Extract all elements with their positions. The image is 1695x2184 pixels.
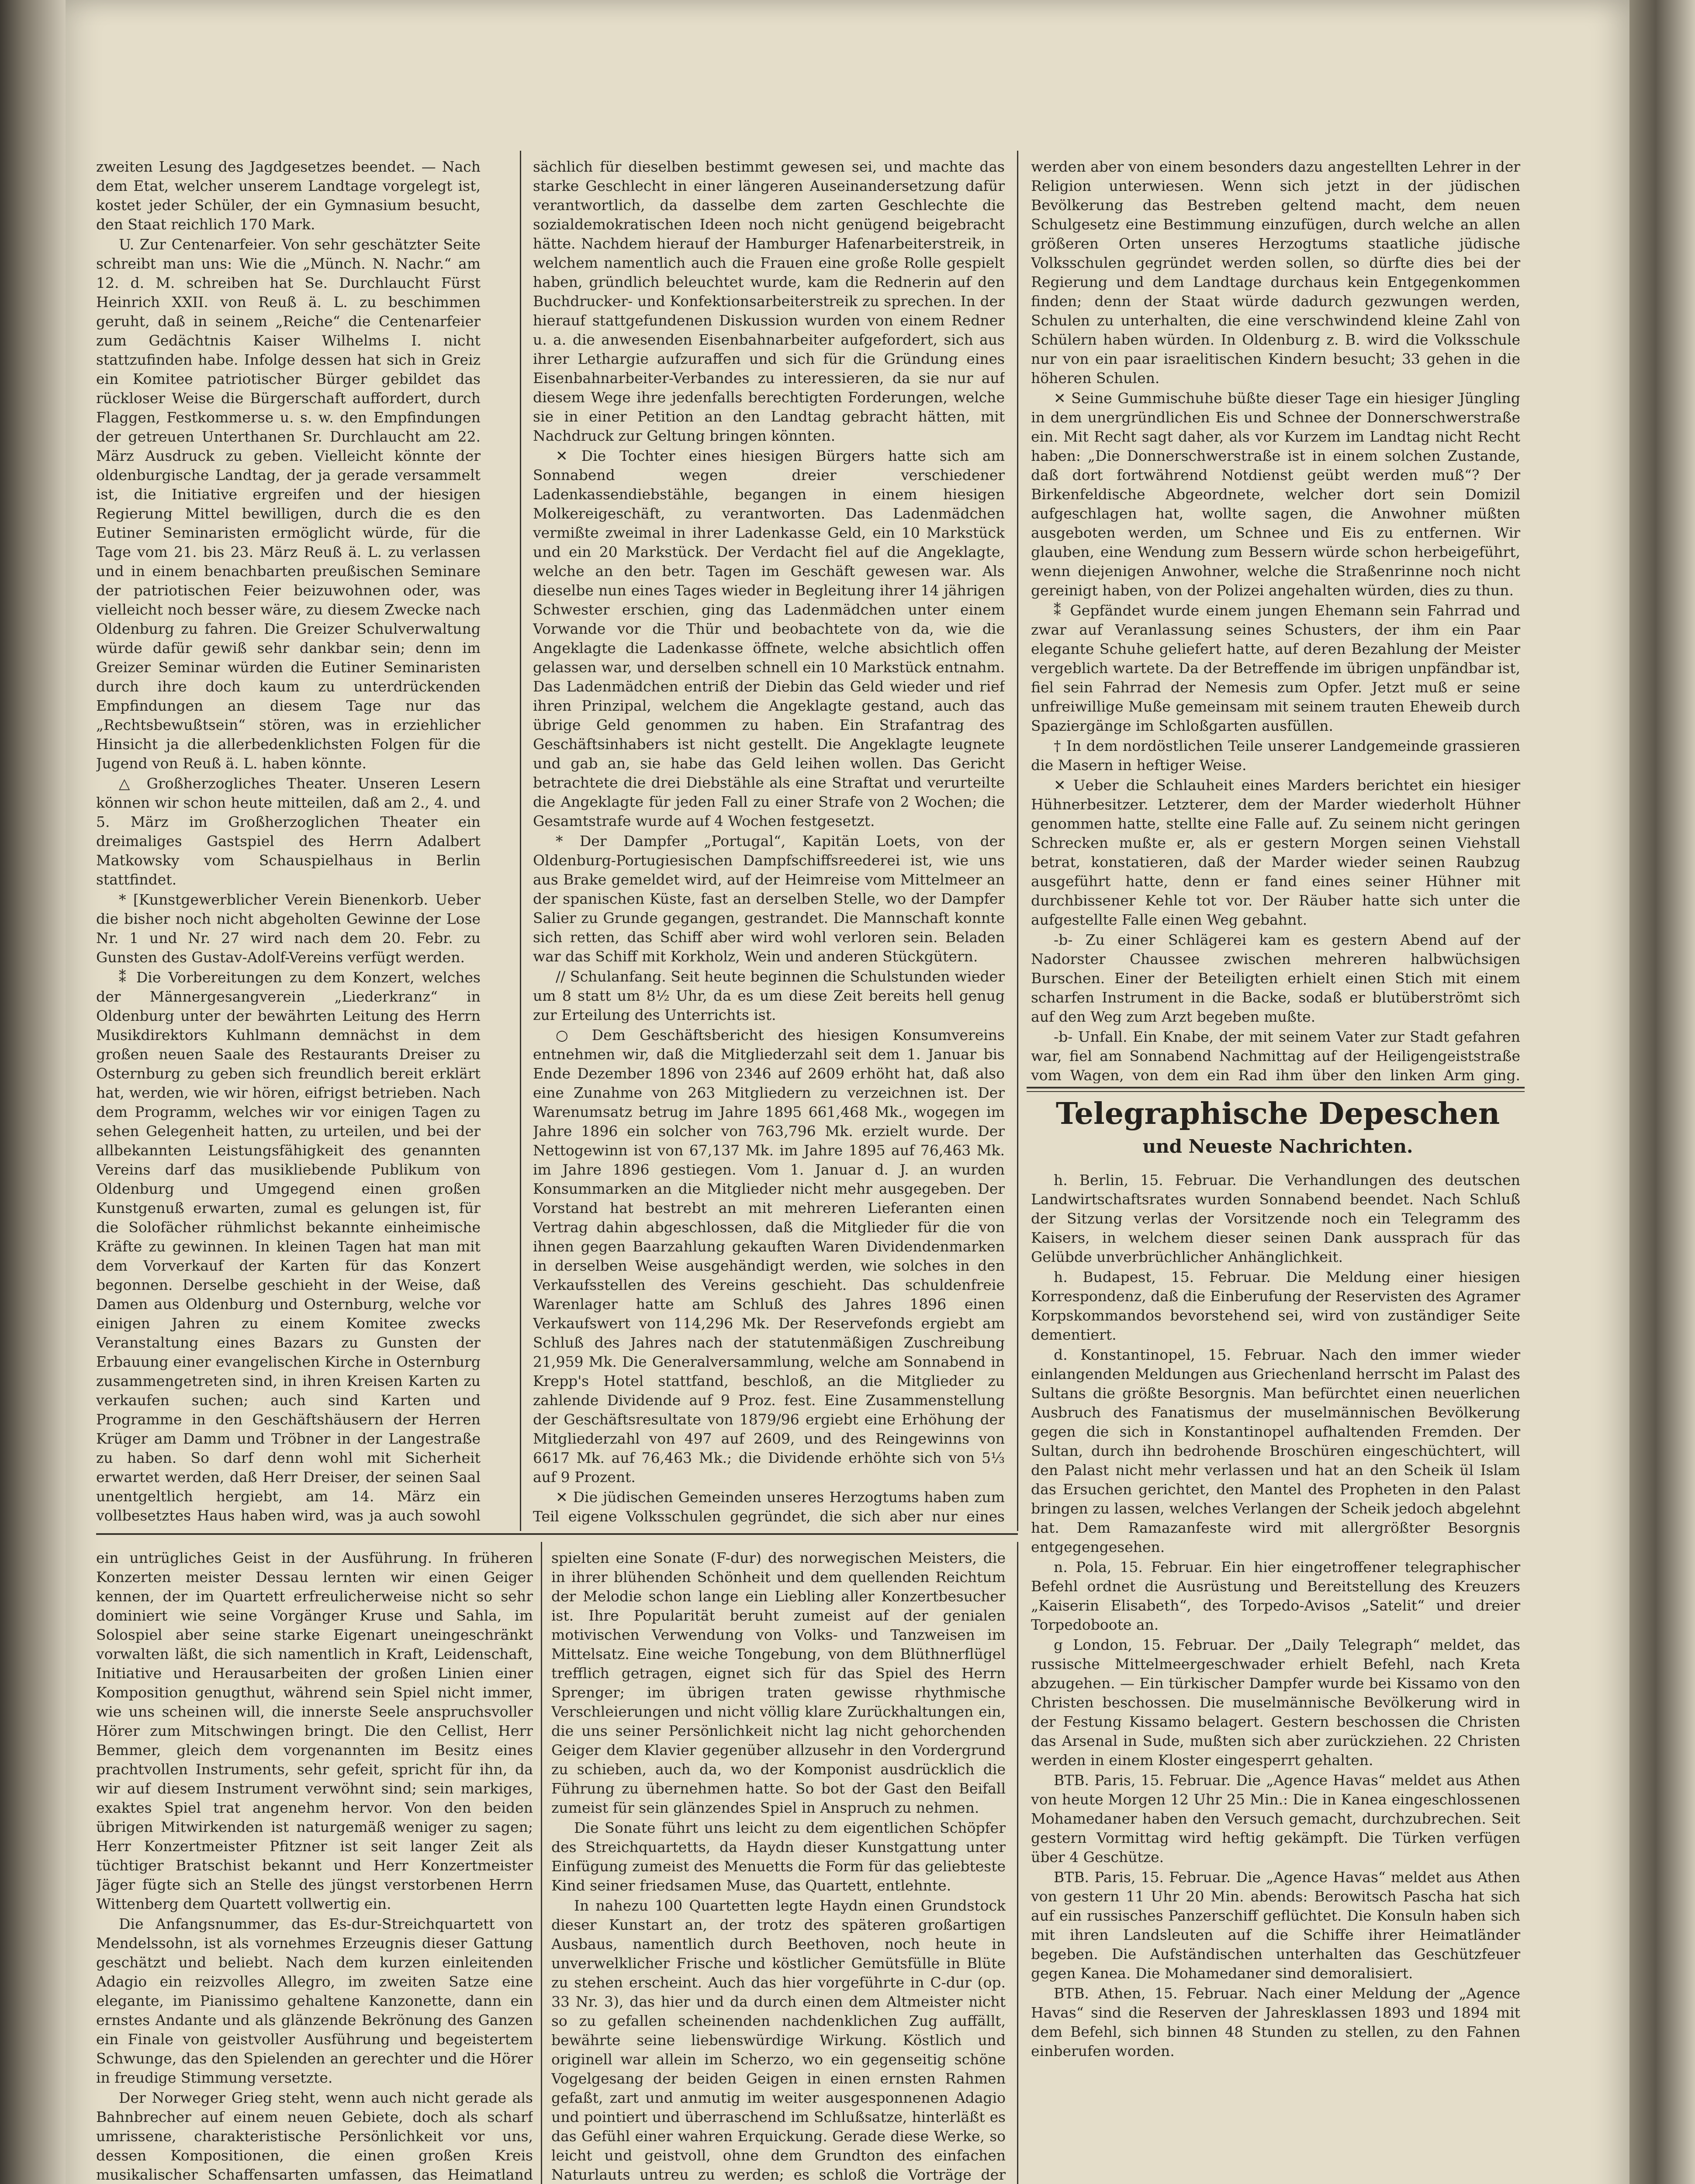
article-paragraph: ✕ Die jüdischen Gemeinden unseres Herzogtums haben zum Teil eigene Volksschulen gegründet, die sich aber nur eines: [533, 1489, 1005, 1524]
article-paragraph: BTB. Paris, 15. Februar. Die „Agence Havas“ meldet aus Athen von gestern 11 Uhr 20 Min. abends: Berowitsch Pascha hat sich auf ein russisches Panzerschiff geflüchtet. Die Konsuln haben sich mit ihren Landsleuten auf die Schiffe ihrer Heimatländer begeben. Die Aufständischen unterhalten das Geschützfeuer gegen Kanea. Die Mohamedaner sind demoralisiert.: [1031, 1869, 1520, 1982]
article-paragraph: d. Konstantinopel, 15. Februar. Nach den immer wieder einlangenden Meldungen aus Griechenland herrscht im Palast des Sultans die größte Besorgnis. Man befürchtet einen neuerlichen Ausbruch des Fanatismus der muselmännischen Bevölkerung gegen die sich in Konstantinopel aufhaltenden Fremden. Der Sultan, durch ihn bedrohende Broschüren eingeschüchtert, will den Palast nicht mehr verlassen und hat an den Scheik ül Islam das Ersuchen gerichtet, den Mantel des Propheten in den Palast bringen zu lassen, welches Verlangen der Scheik jedoch abgelehnt hat. Dem Ramazanfeste wird mit allergrößter Besorgnis entgegengesehen.: [1031, 1346, 1520, 1555]
column-rule: [1017, 151, 1018, 1531]
telegraph-subtitle: und Neueste Nachrichten.: [1142, 1136, 1413, 1157]
article-paragraph: sächlich für dieselben bestimmt gewesen sei, und machte das starke Geschlecht in einer längeren Auseinandersetzung dafür verantwortlich, da dasselbe dem zarten Geschlechte die sozialdemokratischen Ideen noch nicht genügend beigebracht hätte. Nachdem hierauf der Hamburger Hafenarbeiterstreik, in welchem namentlich auch die Frauen eine große Rolle gespielt haben, gründlich beleuchtet wurde, kam die Rednerin auf den Buchdrucker- und Konfektionsarbeiterstreik zu sprechen. In der hierauf stattgefundenen Diskussion wurden von einem Redner u. a. die anwesenden Eisenbahnarbeiter aufgefordert, sich aus ihrer Lethargie aufzuraffen und sich für die Gründung eines Eisenbahnarbeiter-Verbandes zu interessieren, da sie nur auf diesem Wege ihre jedenfalls berechtigten Forderungen, welche sie in einer Petition an den Landtag gebracht hätten, mit Nachdruck zur Geltung bringen könnten.: [533, 158, 1005, 444]
article-paragraph: // Schulanfang. Seit heute beginnen die Schulstunden wieder um 8 statt um 8½ Uhr, da es um diese Zeit bereits hell genug zur Erteilung des Unterrichts ist.: [533, 968, 1005, 1023]
article-paragraph: * [Kunstgewerblicher Verein Bienenkorb. Ueber die bisher noch nicht abgeholten Gewinne der Lose Nr. 1 und Nr. 27 wird nach dem 20. Febr. zu Gunsten des Gustav-Adolf-Vereins verfügt werden.: [96, 891, 481, 966]
page-fold-rule: [96, 1533, 1018, 1535]
article-paragraph: zweiten Lesung des Jagdgesetzes beendet. — Nach dem Etat, welcher unserem Landtage vorgelegt ist, kostet jeder Schüler, der ein Gymnasium besucht, den Staat reichlich 170 Mark.: [96, 158, 481, 233]
article-paragraph: BTB. Paris, 15. Februar. Die „Agence Havas“ meldet aus Athen von heute Morgen 12 Uhr 25 Min.: Die in Kanea eingeschlossenen Mohamedaner haben den Versuch gemacht, durchzubrechen. Seit gestern Vormittag wird heftig gekämpft. Die Türken verfügen über 4 Geschütze.: [1031, 1772, 1520, 1866]
column-rule: [541, 1542, 542, 2184]
article-paragraph: h. Berlin, 15. Februar. Die Verhandlungen des deutschen Landwirtschaftsrates wurden Sonnabend beendet. Nach Schluß der Sitzung verlas der Vorsitzende noch ein Telegramm des Kaisers, in welchem dieser seinen Dank aussprach für das Gelübde unverbrüchlicher Anhänglichkeit.: [1031, 1171, 1520, 1265]
article-paragraph: ✕ Seine Gummischuhe büßte dieser Tage ein hiesiger Jüngling in dem unergründlichen Eis und Schnee der Donnerschwerstraße ein. Mit Recht sagt daher, als vor Kurzem im Landtag nicht Recht haben: „Die Donnerschwerstraße ist in einem solchen Zustande, daß dort fortwährend Notdienst geübt werden muß“? Der Birkenfeldische Abgeordnete, welcher dort sein Domizil aufgeschlagen hat, wollte sagen, die Anwohner müßten ausgeboten werden, um Schnee und Eis zu entfernen. Wir glauben, eine Wendung zum Bessern würde schon herbeigeführt, wenn diejenigen Anwohner, welche die Straßenrinne noch nicht gereinigt haben, von der Polizei angehalten würden, dies zu thun.: [1031, 390, 1520, 599]
upper-column-1: [96, 157, 481, 1524]
article-paragraph: h. Budapest, 15. Februar. Die Meldung einer hiesigen Korrespondenz, daß die Einberufung der Reservisten des Agramer Korpskommandos bevorstehend sei, wird von zuständiger Seite dementiert.: [1031, 1268, 1520, 1343]
article-paragraph: ○ Dem Geschäftsbericht des hiesigen Konsumvereins entnehmen wir, daß die Mitgliederzahl seit dem 1. Januar bis Ende Dezember 1896 von 2346 auf 2609 erhöht hat, daß also eine Zunahme von 263 Mitgliedern zu verzeichnen ist. Der Warenumsatz betrug im Jahre 1895 661,468 Mk., wogegen im Jahre 1896 ein solcher von 763,796 Mk. erzielt wurde. Der Nettogewinn ist von 67,137 Mk. im Jahre 1895 auf 76,463 Mk. im Jahre 1896 gestiegen. Vom 1. Januar d. J. an wurden Konsummarken an die Mitglieder nicht mehr ausgegeben. Der Vorstand hat bestrebt an mit mehreren Lieferanten einen Vertrag dahin abgeschlossen, daß die Mitglieder für die von ihnen gegen Baarzahlung gekauften Waren Dividendenmarken in derselben Weise ausgehändigt werden, wie solches in den Verkaufsstellen des Vereins geschieht. Das schuldenfreie Warenlager hatte am Schluß des Jahres 1896 einen Verkaufswert von 114,296 Mk. Der Reservefonds ergiebt am Schluß des Jahres nach der statutenmäßigen Zuschreibung 21,959 Mk. Die Generalversammlung, welche am Sonnabend in Krepp's Hotel stattfand, beschloß, an die Mitglieder zu zahlende Dividende auf 9 Proz. fest. Eine Zusammenstellung der Geschäftsresultate von 1879/96 ergiebt eine Erhöhung der Mitgliederzahl von 497 auf 2609, und des Reingewinns von 6617 Mk. auf 76,463 Mk.; die Dividende erhöhte sich von 5⅓ auf 9 Prozent.: [533, 1026, 1005, 1486]
section-rule: [1027, 1091, 1525, 1092]
column-rule: [520, 151, 521, 1531]
article-paragraph: ⁑ Die Vorbereitungen zu dem Konzert, welches der Männergesangverein „Liederkranz“ in Oldenburg unter der bewährten Leitung des Herrn Musikdirektors Kuhlmann demnächst in dem großen neuen Saale des Restaurants Dreiser zu Osternburg zu geben sich freundlich bereit erklärt hat, werden, wie wir hören, eifrigst betrieben. Nach dem Programm, welches wir vor einigen Tagen zu sehen Gelegenheit hatten, zu urteilen, und bei der allbekannten Leistungsfähigkeit des genannten Vereins darf das musikliebende Publikum von Oldenburg und Umgegend einen großen Kunstgenuß erwarten, zumal es gelungen ist, für die Solofächer rühmlichst bekannte einheimische Kräfte zu gewinnen. In kleinen Tagen hat man mit dem Vorverkauf der Karten für das Konzert begonnen. Derselbe geschieht in der Weise, daß Damen aus Oldenburg und Osternburg, welche vor einigen Jahren zu einem Komitee zwecks Veranstaltung eines Bazars zu Gunsten der Erbauung einer evangelischen Kirche in Osternburg zusammengetreten sind, in ihren Kreisen Karten zu verkaufen suchen; auch sind Karten und Programme in den Geschäftshäusern der Herren Krüger am Damm und Tröbner in der Langestraße zu haben. So darf denn wohl mit Sicherheit erwartet werden, daß Herr Dreiser, der seinen Saal unentgeltlich hergiebt, am 14. März ein vollbesetztes Haus haben wird, was ja auch sowohl: [96, 969, 481, 1524]
article-paragraph: In nahezu 100 Quartetten legte Haydn einen Grundstock dieser Kunstart an, der trotz des späteren großartigen Ausbaus, namentlich durch Beethoven, noch heute in unverwelklicher Frische und köstlicher Gemütsfülle in Blüte zu stehen erscheint. Auch das hier vorgeführte in C-dur (op. 33 Nr. 3), das hier und da durch einen dem Altmeister nicht so zu gefallen scheinenden nachdenklichen Zug auffällt, bewährte seine liebenswürdige Wirkung. Köstlich und originell war allein im Scherzo, wo ein gegenseitig schöne Vogelgesang der beiden Geigen in einen ernsten Rahmen gefaßt, zart und anmutig im weiter ausgesponnenen Adagio und pointiert und überraschend im Schlußsatze, hinterläßt es das Gefühl einer wahren Erquickung. Gerade diese Werke, so leicht und geistvoll, ohne dem Grundton des einfachen Naturlauts untreu zu werden; es schloß die Vorträge der: [551, 1897, 1006, 2183]
telegraph-column: [1031, 1171, 1520, 2184]
article-paragraph: △ Großherzogliches Theater. Unseren Lesern können wir schon heute mitteilen, daß am 2., 4. und 5. März im Großherzoglichen Theater ein dreimaliges Gastspiel des Herrn Adalbert Matkowsky vom Schauspielhaus in Berlin stattfindet.: [96, 775, 481, 888]
book-spine: [0, 0, 66, 2184]
upper-column-3: [1031, 157, 1520, 1083]
article-paragraph: ✕ Die Tochter eines hiesigen Bürgers hatte sich am Sonnabend wegen dreier verschiedener Ladenkassendiebstähle, begangen in einem hiesigen Molkereigeschäft, zu verantworten. Das Ladenmädchen vermißte zweimal in ihrer Ladenkasse Geld, ein 10 Markstück und ein 20 Markstück. Der Verdacht fiel auf die Angeklagte, welche an den betr. Tagen im Geschäft gewesen war. Als dieselbe nun eines Tages wieder in Begleitung ihrer 14 jährigen Schwester erschien, ging das Ladenmädchen unter einem Vorwande vor die Thür und beobachtete von da, wie die Angeklagte die Ladenkasse öffnete, welche absichtlich offen gelassen war, und derselben schnell ein 10 Markstück entnahm. Das Ladenmädchen entriß der Diebin das Geld wieder und rief ihren Prinzipal, welchem die Angeklagte gestand, auch das übrige Geld genommen zu haben. Ein Strafantrag des Geschäftsinhabers ist nicht gestellt. Die Angeklagte leugnete und gab an, sie habe das Geld leihen wollen. Das Gericht betrachtete die drei Diebstähle als eine Straftat und verurteilte die Angeklagte für jeden Fall zu einer Strafe von 2 Wochen; die Gesamtstrafe wurde auf 4 Wochen festgesetzt.: [533, 447, 1005, 829]
article-paragraph: ein untrügliches Geist in der Ausführung. In früheren Konzerten meister Dessau lernten wir einen Geiger kennen, der im Quartett erfreulicherweise nicht so sehr dominiert wie seine Vorgänger Kruse und Sahla, im Solospiel aber seine starke Eigenart uneingeschränkt vorwalten läßt, die sich namentlich in Kraft, Leidenschaft, Initiative und Herausarbeiten der großen Linien einer Komposition genugthut, während sein Spiel nicht immer, wie uns scheinen will, die innerste Seele anspruchsvoller Hörer zum Mitschwingen bringt. Die den Cellist, Herr Bemmer, gleich dem vorgenannten im Besitz eines prachtvollen Instruments, sehr gefeit, spricht für ihn, da wir auf diesem Instrument verwöhnt sind; sein markiges, exaktes Spiel trat angenehm hervor. Von den beiden übrigen Mitwirkenden ist naturgemäß weniger zu sagen; Herr Konzertmeister Pfitzner ist seit langer Zeit als tüchtiger Bratschist bekannt und Herr Konzertmeister Jäger fügte sich an Stelle des jüngst verstorbenen Herrn Wittenberg dem Quartett vollwertig ein.: [96, 1549, 533, 1912]
article-paragraph: ✕ Ueber die Schlauheit eines Marders berichtet ein hiesiger Hühnerbesitzer. Letzterer, dem der Marder wiederholt Hühner genommen hatte, stellte eine Falle auf. Zu seinem nicht geringen Schrecken mußte er, als er gestern Morgen seinen Viehstall betrat, konstatieren, daß der Marder wieder seinen Raubzug ausgeführt hatte, denn er fand eines seiner Hühner mit durchbissener Kehle tot vor. Der Räuber hatte sich unter die aufgestellte Falle einen Weg gebahnt.: [1031, 777, 1520, 928]
article-paragraph: BTB. Athen, 15. Februar. Nach einer Meldung der „Agence Havas“ sind die Reserven der Jahresklassen 1893 und 1894 mit dem Befehl, sich binnen 48 Stunden zu stellen, zu den Fahnen einberufen worden.: [1031, 1985, 1520, 2060]
article-paragraph: ⁑ Gepfändet wurde einem jungen Ehemann sein Fahrrad und zwar auf Veranlassung seines Schusters, der ihm ein Paar elegante Schuhe geliefert hatte, auf deren Bezahlung der Meister vergeblich wartete. Da der Betreffende im übrigen unpfändbar ist, fiel sein Fahrrad der Nemesis zum Opfer. Jetzt muß er seine unfreiwillige Muße gemeinsam mit seinem trauten Eheweib durch Spaziergänge im Schloßgarten ausfüllen.: [1031, 602, 1520, 734]
upper-column-2: [533, 157, 1005, 1524]
column-rule: [1017, 1542, 1018, 2184]
lower-column-1: [96, 1548, 533, 2184]
section-rule: [1027, 1087, 1525, 1089]
article-paragraph: -b- Unfall. Ein Knabe, der mit seinem Vater zur Stadt gefahren war, fiel am Sonnabend Nachmittag auf der Heiligengeiststraße vom Wagen, von dem ein Rad ihm über den linken Arm ging.: [1031, 1028, 1520, 1083]
article-paragraph: Die Sonate führt uns leicht zu dem eigentlichen Schöpfer des Streichquartetts, da Haydn dieser Kunstgattung unter Einfügung zumeist des Menuetts die Form für das geliebteste Kind seiner friedsamen Muse, das Quartett, entlehnte.: [551, 1819, 1006, 1894]
telegraph-title: Telegraphische Depeschen: [1055, 1096, 1500, 1131]
lower-column-2: [551, 1548, 1006, 2184]
article-paragraph: * Der Dampfer „Portugal“, Kapitän Loets, von der Oldenburg-Portugiesischen Dampfschiffsreederei ist, wie uns aus Brake gemeldet wird, auf der Heimreise vom Mittelmeer an der spanischen Küste, fast an derselben Stelle, wo der Dampfer Salier zu Grunde gegangen, gestrandet. Die Mannschaft konnte sich retten, das Schiff aber wird wohl verloren sein. Beladen war das Schiff mit Korkholz, Wein und anderen Stückgütern.: [533, 833, 1005, 965]
article-paragraph: Die Anfangsnummer, das Es-dur-Streichquartett von Mendelssohn, ist als vornehmes Erzeugnis dieser Gattung geschätzt und beliebt. Nach dem kurzen einleitenden Adagio ein reizvolles Allegro, im zweiten Satze eine elegante, im Pianissimo gehaltene Kanzonette, dann ein ernstes Andante und als glänzende Bekrönung des Ganzen ein Finale von geistvoller Ausführung und begeistertem Schwunge, das den Spielenden an gerechter und die Hörer in freudige Stimmung versetzte.: [96, 1915, 533, 2086]
article-paragraph: werden aber von einem besonders dazu angestellten Lehrer in der Religion unterwiesen. Wenn sich jetzt in der jüdischen Bevölkerung das Bestreben geltend macht, dem neuen Schulgesetz eine Bestimmung einzufügen, durch welche an allen größeren Orten unseres Herzogtums staatliche jüdische Volksschulen gegründet werden sollen, so dürfte dies bei der Regierung und dem Landtage durchaus kein Entgegenkommen finden; denn der Staat würde dadurch gezwungen werden, Schulen zu unterhalten, die eine verschwindend kleine Zahl von Schülern haben würden. In Oldenburg z. B. wird die Volksschule nur von ein paar israelitischen Kindern besucht; 33 gehen in die höheren Schulen.: [1031, 158, 1520, 387]
article-paragraph: U. Zur Centenarfeier. Von sehr geschätzter Seite schreibt man uns: Wie die „Münch. N. Nachr.“ am 12. d. M. schreiben hat Se. Durchlaucht Fürst Heinrich XXII. von Reuß ä. L. zu beschimmen geruht, daß in seinem „Reiche“ die Centenarfeier zum Gedächtnis Kaiser Wilhelms I. nicht stattzufinden habe. Infolge dessen hat sich in Greiz ein Komitee patriotischer Bürger gebildet das rückloser Weise die Bürgerschaft auffordert, durch Flaggen, Festkommerse u. s. w. den Empfindungen der getreuen Unterthanen Sr. Durchlaucht am 22. März Ausdruck zu geben. Vielleicht könnte der oldenburgische Landtag, der ja gerade versammelt ist, die Initiative ergreifen und der hiesigen Regierung Mittel bewilligen, durch die es den Eutiner Seminaristen ermöglicht würde, für die Tage vom 21. bis 23. März Reuß ä. L. zu verlassen und in einem benachbarten preußischen Seminare der patriotischen Feier beizuwohnen oder, was vielleicht noch besser wäre, zu diesem Zwecke nach Oldenburg zu fahren. Die Greizer Schulverwaltung würde dafür gewiß sehr dankbar sein; denn im Greizer Seminar würden die Eutiner Seminaristen durch ihre doch kaum zu unterdrückenden Empfindungen an diesem Tage nur das „Rechtsbewußtsein“ stören, was in erziehlicher Hinsicht ja die allerbedenklichsten Folgen für die Jugend von Reuß ä. L. haben könnte.: [96, 236, 481, 772]
article-paragraph: spielten eine Sonate (F-dur) des norwegischen Meisters, die in ihrer blühenden Schönheit und dem quellenden Reichtum der Melodie schon lange ein Liebling aller Konzertbesucher ist. Ihre Popularität beruht zumeist auf der genialen motivischen Verwendung von Volks- und Tanzweisen im Mittelsatz. Eine weiche Tongebung, von dem Blüthnerflügel trefflich getragen, eignet sich für das Spiel des Herrn Sprenger; im übrigen traten gewisse rhythmische Verschleierungen und nicht völlig klare Zurückhaltungen ein, die uns seiner Persönlichkeit nicht lag nicht gehorchenden Geiger dem Klavier gegenüber allzusehr in den Vordergrund zu schieben, auch da, wo der Komponist ausdrücklich die Führung zu übernehmen hatte. So bot der Gast den Beifall zumeist für sein glänzendes Spiel in Anspruch zu nehmen.: [551, 1549, 1006, 1816]
article-paragraph: -b- Zu einer Schlägerei kam es gestern Abend auf der Nadorster Chaussee zwischen mehreren halbwüchsigen Burschen. Einer der Beteiligten erhielt einen Stich mit einem scharfen Instrument in die Backe, sodaß er blutüberströmt sich auf den Weg zum Arzt begeben mußte.: [1031, 931, 1520, 1025]
article-paragraph: † In dem nordöstlichen Teile unserer Landgemeinde grassieren die Masern in heftiger Weise.: [1031, 737, 1520, 774]
article-paragraph: n. Pola, 15. Februar. Ein hier eingetroffener telegraphischer Befehl ordnet die Ausrüstung und Bereitstellung des Kreuzers „Kaiserin Elisabeth“, des Torpedo-Avisos „Satelit“ und dreier Torpedoboote an.: [1031, 1559, 1520, 1633]
page-edge: [1629, 0, 1695, 2184]
article-paragraph: g London, 15. Februar. Der „Daily Telegraph“ meldet, das russische Mittelmeergeschwader erhielt Befehl, nach Kreta abzugehen. — Ein türkischer Dampfer wurde bei Kissamo von den Christen beschossen. Die muselmännische Bevölkerung wird in der Festung Kissamo belagert. Gestern beschossen die Christen das Arsenal in Sude, mußten sich aber zurückziehen. 22 Christen werden in einem Kloster eingesperrt gehalten.: [1031, 1636, 1520, 1769]
article-paragraph: Der Norweger Grieg steht, wenn auch nicht gerade als Bahnbrecher auf einem neuen Gebiete, doch als scharf umrissene, charakteristische Persönlichkeit vor uns, dessen Kompositionen, die einen großen Kreis musikalischer Schaffensarten umfassen, das Heimatland: [96, 2089, 533, 2183]
